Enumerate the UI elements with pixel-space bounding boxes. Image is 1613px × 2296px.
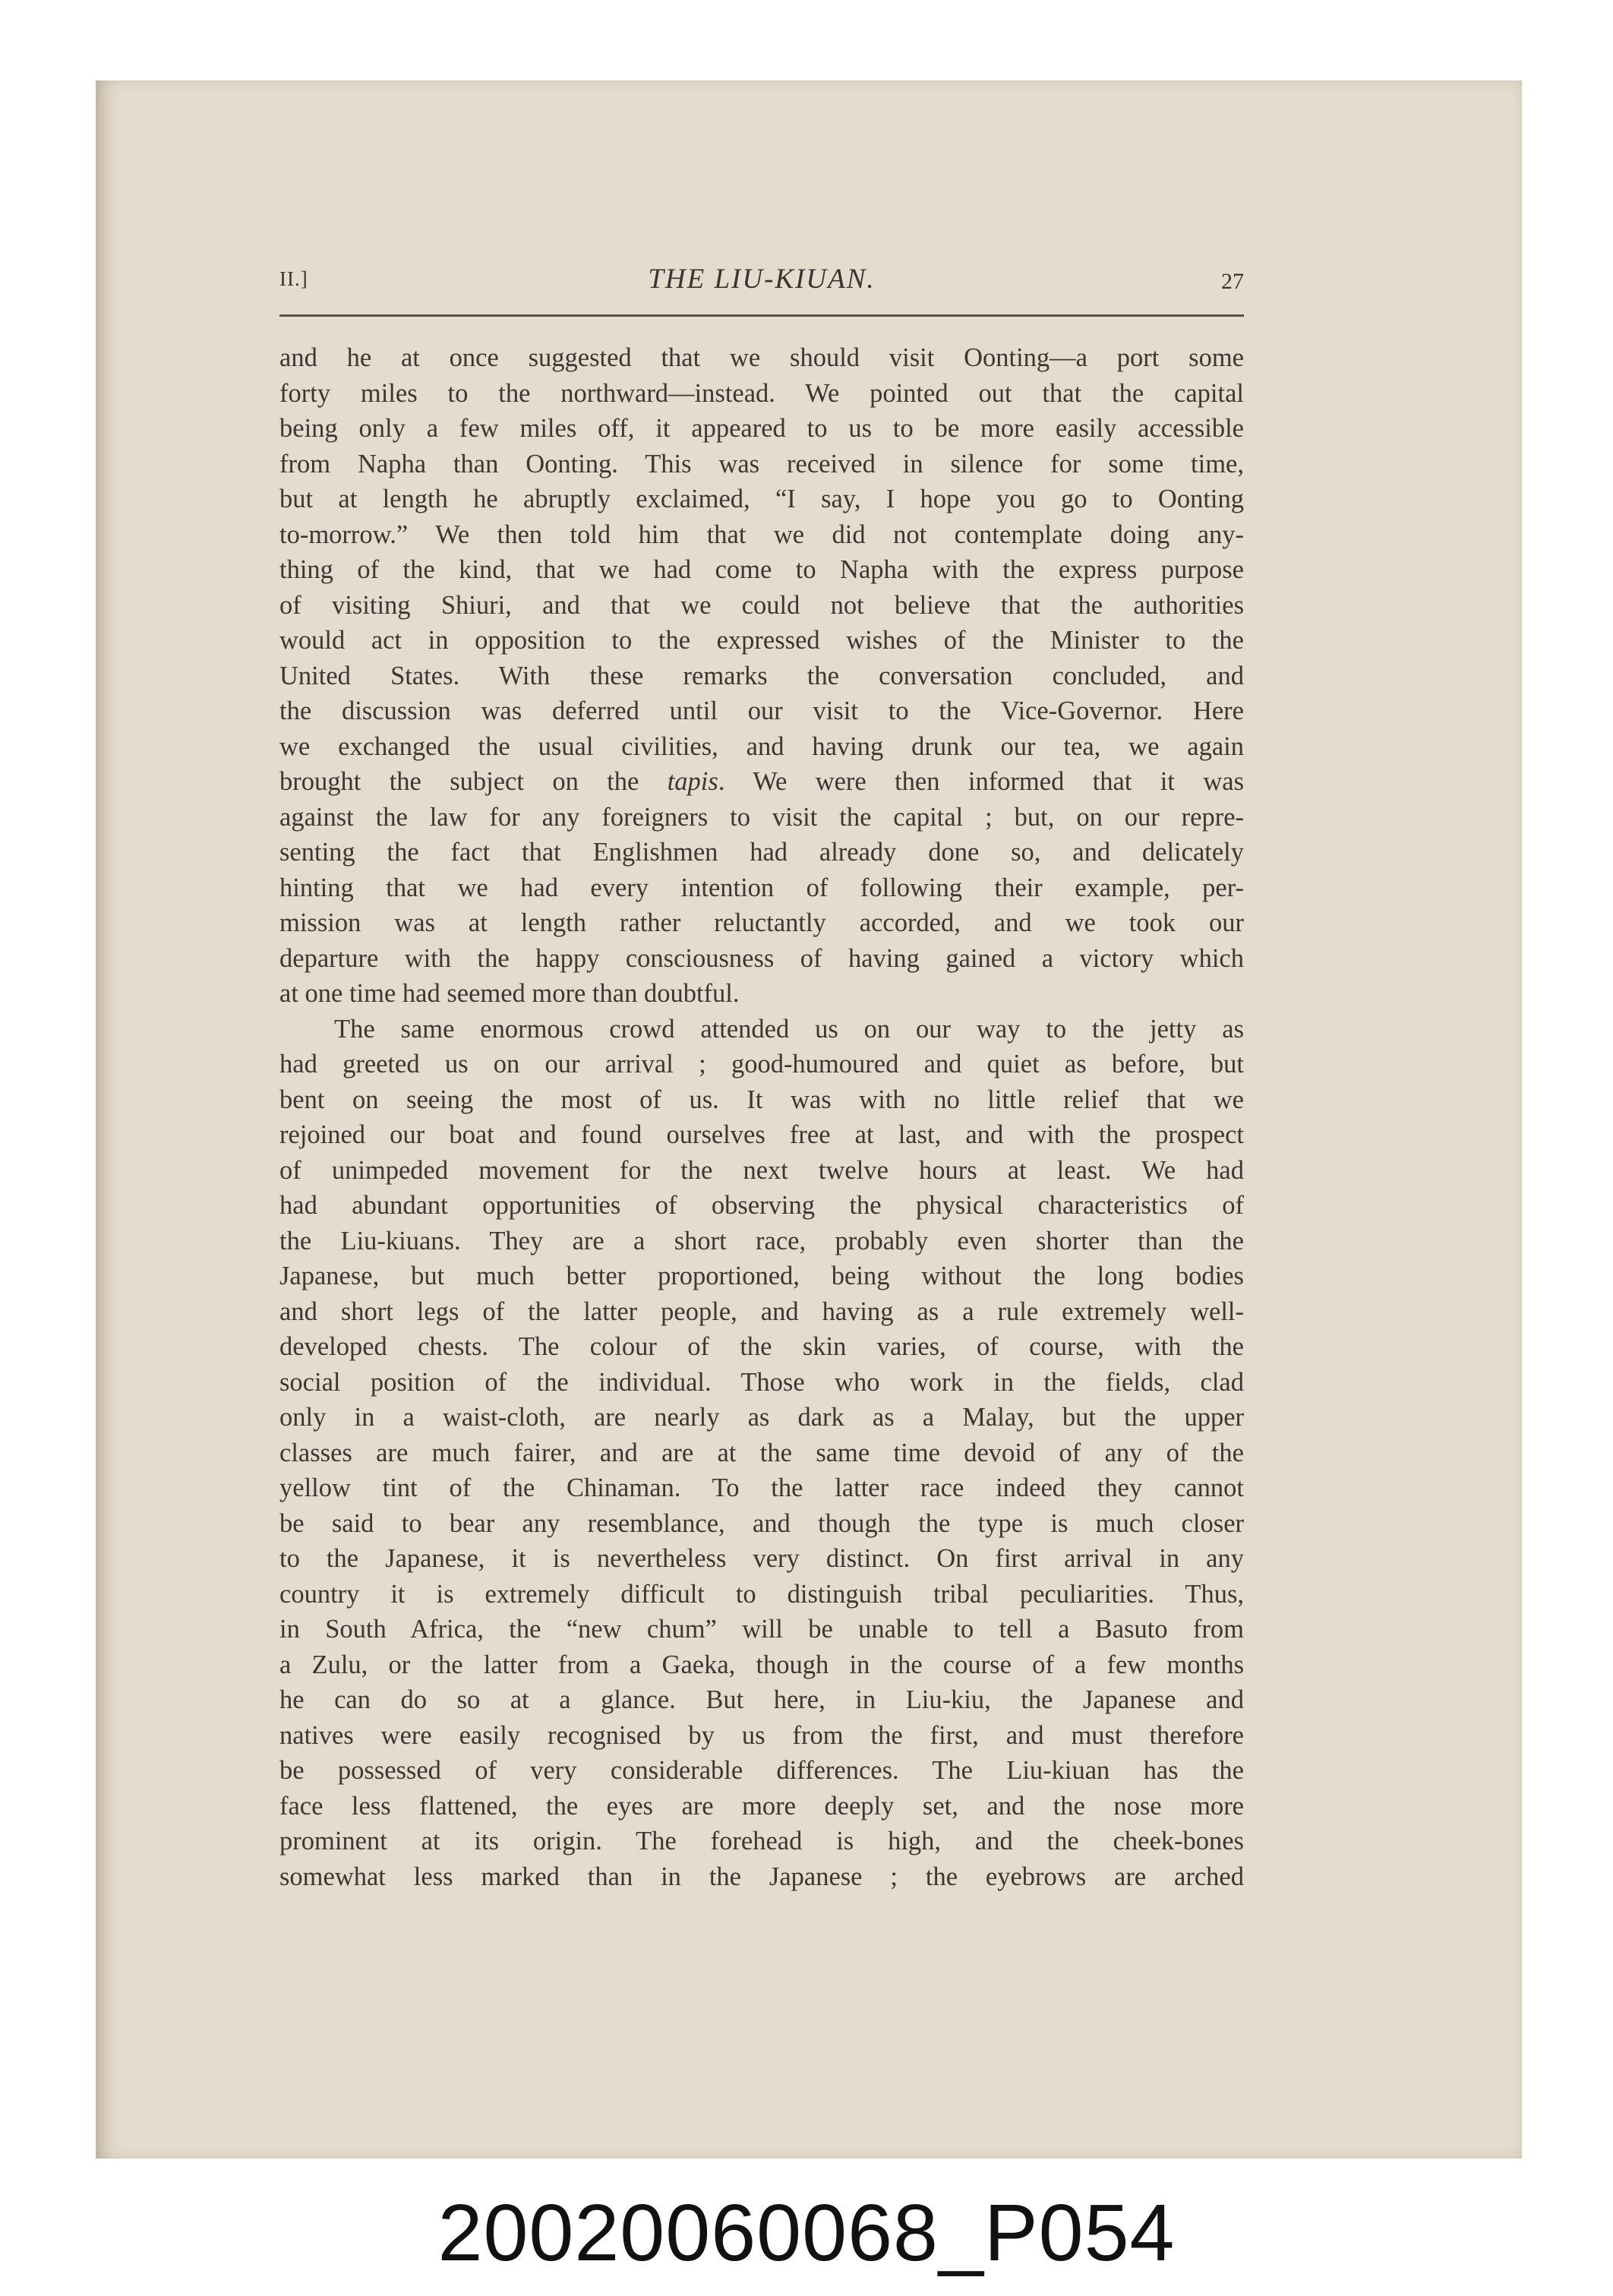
text-line: but at length he abruptly exclaimed, “I say, I hope you go to Oonting [279, 485, 1244, 513]
text-line: would act in opposition to the expressed wishes of the Minister to the [279, 626, 1244, 655]
text-line: had greeted us on our arrival ; good-humoured and quiet as before, but [279, 1050, 1244, 1079]
text-line: classes are much fairer, and are at the same time devoid of any of the [279, 1438, 1244, 1467]
text-line: the discussion was deferred until our visit to the Vice-Governor. Here [279, 696, 1244, 725]
text-line: and he at once suggested that we should visit Oonting—a port some [279, 343, 1244, 372]
text-line: and short legs of the latter people, and having as a rule extremely well- [279, 1296, 1244, 1326]
text-line: the Liu-kiuans. They are a short race, probably even shorter than the [279, 1226, 1244, 1255]
running-title: THE LIU-KIUAN. [648, 264, 876, 295]
text-line: a Zulu, or the latter from a Gaeka, though in the course of a few months [279, 1650, 1244, 1679]
text-line: thing of the kind, that we had come to Napha with the express purpose [279, 555, 1244, 584]
text-line: senting the fact that Englishmen had already done so, and delicately [279, 838, 1244, 867]
text-line: in South Africa, the “new chum” will be unable to tell a Basuto from [279, 1615, 1244, 1644]
text-line: forty miles to the northward—instead. We pointed out that the capital [279, 378, 1244, 408]
catalog-id: 20020060068_P054 [437, 2188, 1176, 2278]
text-line: social position of the individual. Those who work in the fields, clad [279, 1367, 1244, 1397]
text-line: to the Japanese, it is nevertheless very distinct. On first arrival in any [279, 1544, 1244, 1573]
tapis-line-after: . We were then informed that it was [718, 767, 1244, 796]
text-line: face less flattened, the eyes are more deeply set, and the nose more [279, 1791, 1244, 1821]
text-line: natives were easily recognised by us from the first, and must therefore [279, 1720, 1244, 1750]
text-line: be said to bear any resemblance, and though the type is much closer [279, 1508, 1244, 1538]
text-line: against the law for any foreigners to visit the capital ; but, on our repre- [279, 802, 1244, 832]
text-line: be possessed of very considerable differences. The Liu-kiuan has the [279, 1756, 1244, 1785]
text-line: developed chests. The colour of the skin varies, of course, with the [279, 1332, 1244, 1361]
text-line-tapis [279, 764, 1244, 800]
tapis-word: tapis [667, 767, 718, 796]
text-line: rejoined our boat and found ourselves free at last, and with the prospect [279, 1120, 1244, 1149]
page-number: 27 [1221, 269, 1244, 294]
text-line: hinting that we had every intention of following their example, per- [279, 873, 1244, 902]
text-line: from Napha than Oonting. This was received in silence for some time, [279, 449, 1244, 478]
text-line: United States. With these remarks the conversation concluded, and [279, 661, 1244, 690]
page-header [279, 257, 1244, 307]
text-line: The same enormous crowd attended us on our way to the jetty as [334, 1014, 1244, 1044]
text-line: mission was at length rather reluctantly accorded, and we took our [279, 908, 1244, 937]
text-line: country it is extremely difficult to distinguish tribal peculiarities. Thus, [279, 1579, 1244, 1609]
text-line: somewhat less marked than in the Japanese ; the eyebrows are arched [279, 1862, 1244, 1891]
text-line: yellow tint of the Chinaman. To the latter race indeed they cannot [279, 1473, 1244, 1502]
text-line: of unimpeded movement for the next twelve hours at least. We had [279, 1155, 1244, 1185]
paragraph [279, 340, 1244, 1012]
paragraph [279, 1012, 1244, 1895]
text-line: to-morrow.” We then told him that we did not contemplate doing any- [279, 520, 1244, 549]
text-line: being only a few miles off, it appeared to us to be more easily accessible [279, 414, 1244, 443]
text-line: at one time had seemed more than doubtful. [279, 979, 740, 1008]
text-line: only in a waist-cloth, are nearly as dark as a Malay, but the upper [279, 1403, 1244, 1432]
text-line: departure with the happy consciousness of having gained a victory which [279, 943, 1244, 973]
chapter-marker: II.] [279, 267, 308, 290]
text-line: of visiting Shiuri, and that we could not believe that the authorities [279, 590, 1244, 620]
text-line: he can do so at a glance. But here, in Liu-kiu, the Japanese and [279, 1685, 1244, 1714]
text-line: prominent at its origin. The forehead is high, and the cheek-bones [279, 1827, 1244, 1855]
header-rule [279, 314, 1244, 317]
text-line: we exchanged the usual civilities, and having drunk our tea, we again [279, 731, 1244, 761]
text-line: had abundant opportunities of observing the physical characteristics of [279, 1191, 1244, 1220]
text-line: bent on seeing the most of us. It was with no little relief that we [279, 1085, 1244, 1114]
body-text [279, 340, 1244, 1894]
tapis-line-before: brought the subject on the [279, 767, 668, 796]
text-line: Japanese, but much better proportioned, being without the long bodies [279, 1262, 1244, 1290]
